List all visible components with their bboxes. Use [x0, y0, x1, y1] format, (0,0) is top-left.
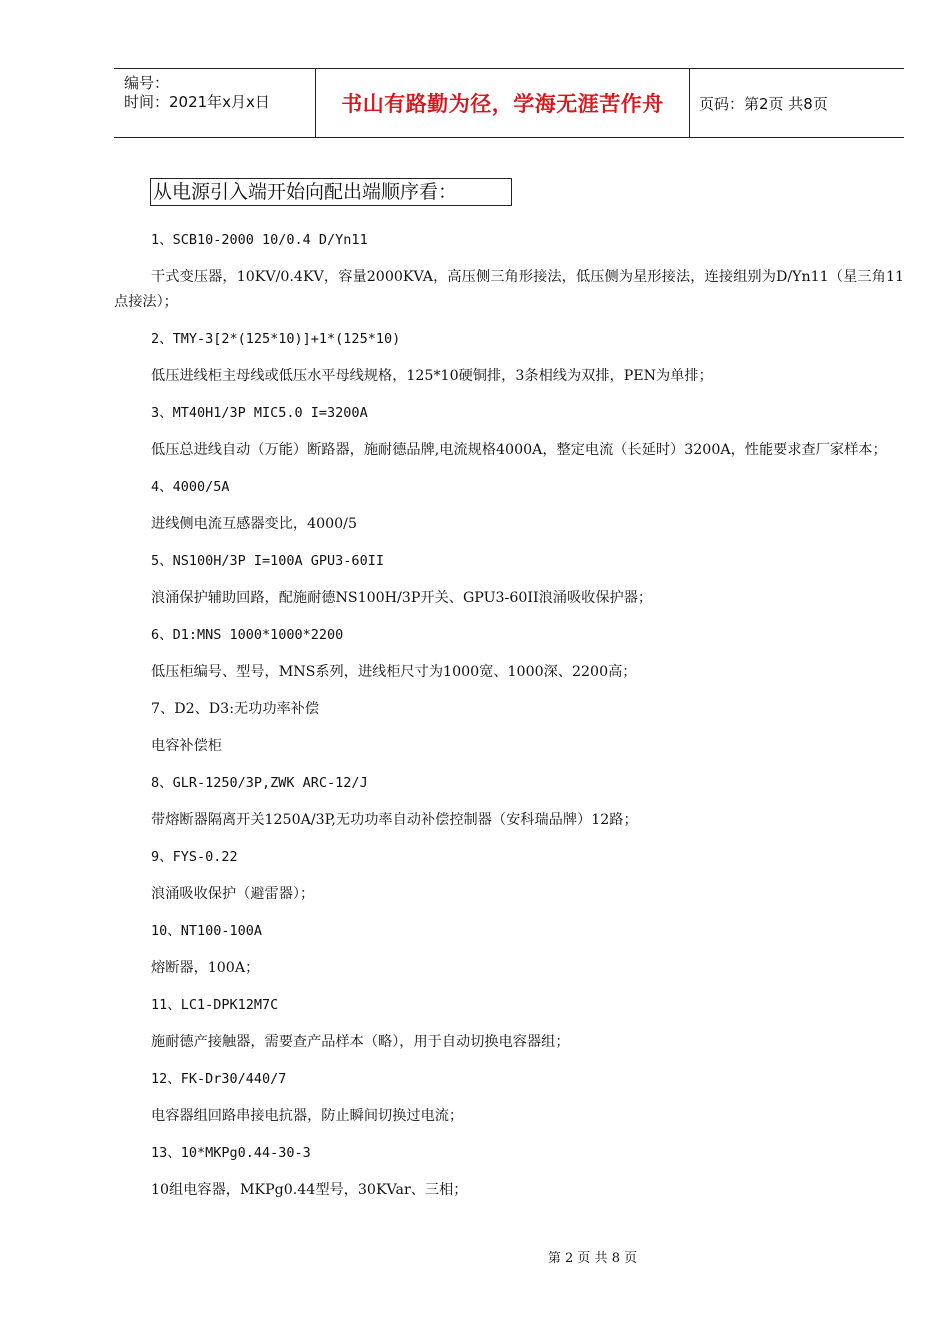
item-description: 低压进线柜主母线或低压水平母线规格，125*10硬铜排，3条相线为双排，PEN为单排；	[151, 368, 713, 384]
document-body	[114, 228, 904, 1215]
item-model-line: 12、FK-Dr30/440/7	[151, 1071, 287, 1087]
item-description: 浪涌保护辅助回路，配施耐德NS100H/3P开关、GPU3-60II浪涌吸收保护器；	[151, 590, 653, 606]
item-description: 带熔断器隔离开关1250A/3P,无功功率自动补偿控制器（安科瑞品牌）12路；	[151, 812, 638, 828]
section-heading: 从电源引入端开始向配出端顺序看：	[150, 178, 512, 206]
item-description: 进线侧电流互感器变比，4000/5	[151, 516, 357, 532]
header-meta-cell	[114, 69, 314, 137]
item-model-line: 8、GLR-1250/3P,ZWK ARC-12/J	[151, 775, 368, 791]
header-page-cell	[689, 69, 904, 137]
item-model-line: 11、LC1-DPK12M7C	[151, 997, 279, 1013]
motto: 书山有路勤为径，学海无涯苦作舟	[341, 92, 664, 116]
page-footer	[0, 1247, 950, 1266]
item-model-line: 10、NT100-100A	[151, 923, 263, 939]
item-description: 电容器组回路串接电抗器，防止瞬间切换过电流；	[151, 1108, 464, 1124]
item-description: 熔断器，100A；	[151, 960, 260, 976]
time-label: 时间：2021年x月x日	[124, 93, 270, 111]
footer-page-number: 第 2 页 共 8 页	[547, 1251, 638, 1266]
item-description: 电容补偿柜	[151, 738, 222, 754]
item-description: 低压柜编号、型号，MNS系列，进线柜尺寸为1000宽、1000深、2200高；	[151, 664, 637, 680]
item-model-line: 9、FYS-0.22	[151, 849, 238, 865]
item-model-line: 5、NS100H/3P I=100A GPU3-60II	[151, 553, 384, 569]
item-model-line: 3、MT40H1/3P MIC5.0 I=3200A	[151, 405, 368, 421]
document-header	[114, 68, 904, 138]
page-info: 页码：第2页 共8页	[699, 94, 828, 113]
header-motto-cell	[315, 69, 690, 137]
number-label: 编号：	[124, 74, 170, 92]
item-description: 浪涌吸收保护（避雷器）；	[151, 886, 315, 902]
item-model-line: 13、10*MKPg0.44-30-3	[151, 1145, 311, 1161]
item-model-line: 2、TMY-3[2*(125*10)]+1*(125*10)	[151, 331, 401, 347]
item-description: 低压总进线自动（万能）断路器，施耐德品牌,电流规格4000A，整定电流（长延时）3200A，性能要求查厂家样本；	[151, 442, 887, 458]
item-description: 10组电容器，MKPg0.44型号，30KVar、三相；	[151, 1182, 468, 1198]
item-description: 干式变压器，10KV/0.4KV，容量2000KVA，高压侧三角形接法，低压侧为星形接法，连接组别为D/Yn11（星三角11点接法）；	[114, 269, 904, 310]
item-description: 施耐德产接触器，需要查产品样本（略），用于自动切换电容器组；	[151, 1034, 570, 1050]
item-model-line: 4、4000/5A	[151, 479, 230, 495]
item-model-line: 6、D1:MNS 1000*1000*2200	[151, 627, 344, 643]
item-model-line: 1、SCB10-2000 10/0.4 D/Yn11	[151, 232, 368, 248]
item-description: 7、D2、D3:无功功率补偿	[151, 701, 320, 717]
